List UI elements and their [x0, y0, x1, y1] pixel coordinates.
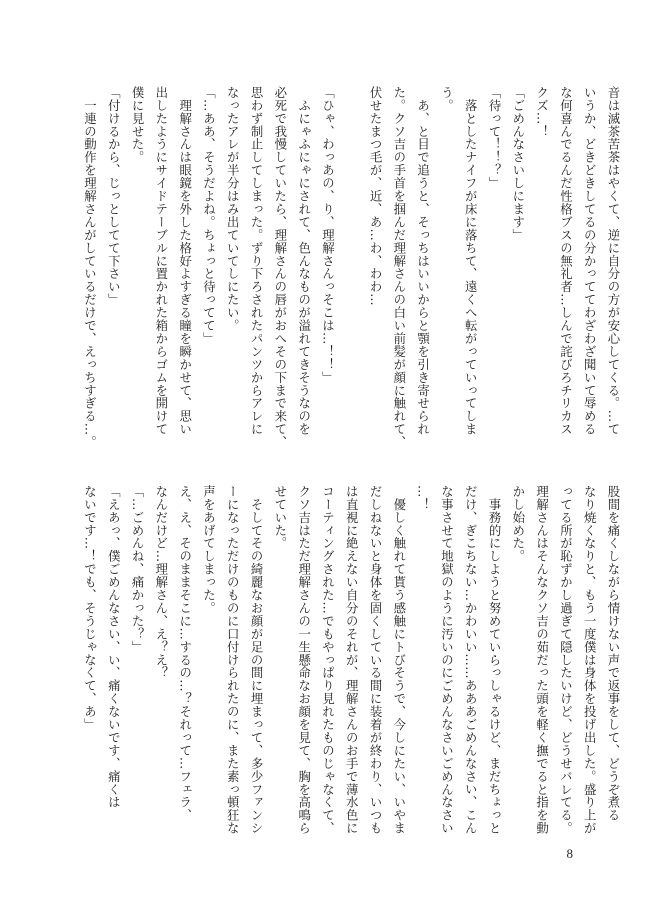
text-line: いうか、どきどきしてるの分かっててわざわざ聞いて辱める [582, 86, 598, 436]
text-line: コーティングされた…でもやっぱり見れたものじゃなくて、 [320, 485, 336, 835]
text-line: 「…ごめんね、痛かった？」 [130, 485, 146, 654]
text-line: な事させて地獄のように汚いのにごめんなさいごめんなさい [439, 485, 455, 835]
text-line: ふにゃふにゃにされて、色んなものが溢れてきそうなのを [296, 86, 312, 436]
text-line: …！ [415, 485, 431, 511]
text-line: ないです…！でも、そうじゃなくて、あ」 [82, 485, 98, 732]
text-line: 理解さんは眼鏡を外した格好よすぎる瞳を瞬かせて、思い [177, 86, 193, 436]
text-line: 声をあげてしまった。 [201, 485, 217, 615]
text-line: クズ…！ [534, 86, 550, 138]
text-line: 「ひゃ、わっあの、り、理解さんっそこは…！！」 [320, 86, 336, 384]
text-block-bottom [82, 485, 625, 861]
text-line: なり焼くなりと、もう一度僕は身体を投げ出した。盛り上が [582, 485, 598, 835]
text-line: 事務的にしようと努めていらっしゃるけど、まだちょっと [487, 485, 503, 835]
text-line: 僕に見せた。 [130, 86, 146, 164]
text-line: た。クソ吉の手首を掴んだ理解さんの白い前髪が顔に触れて、 [391, 86, 407, 449]
text-line: 落としたナイフが床に落ちて、遠くへ転がっていってしま [463, 86, 479, 436]
text-line: ーになっただけのものに口付けられたのに、また素っ頓狂な [225, 485, 241, 835]
text-line: 「えあっ、僕ごめんなさい、い、痛くないです、痛くは [106, 485, 122, 809]
text-line: そしてその綺麗なお顔が足の間に埋まって、多少ファンシ [249, 485, 265, 835]
text-line [339, 86, 363, 462]
text-line: だけ、ぎこちない…かわいい……あああごめんなさい、こん [463, 485, 479, 835]
text-line: 理解さんはそんなクソ吉の茹だった頭を軽く撫でると指を動 [534, 485, 550, 835]
text-line: なんだけど…理解さん、え？え？ [153, 485, 169, 680]
text-line: 股間を痛くしながら情けない声で返事をして、どうぞ煮る [606, 485, 621, 822]
text-line: 音は滅茶苦茶はやくて、逆に自分の方が安心してくる。…て [606, 86, 621, 436]
text-line: 優しく触れて貰う感触にトびそうで、今しにたい、いやま [391, 485, 407, 835]
text-line: え、え、そのままそこに…するの…？それって…フェラ、 [177, 485, 193, 822]
text-line: なったアレが半分はみ出ていてしにたい。 [225, 86, 241, 333]
text-block-top [82, 86, 625, 462]
text-line: あ、と目で追うと、そっちはいいからと顎を引き寄せられ [415, 86, 431, 436]
text-line: 「待って！！？」 [487, 86, 503, 190]
text-line: 出したようにサイドテーブルに置かれた箱からゴムを開けて [153, 86, 169, 436]
text-line: 一連の動作を理解さんがしているだけで、えっちすぎる…。 [82, 86, 98, 449]
text-line: 「…ああ、そうだよね。ちょっと待ってて」 [201, 86, 217, 345]
text-line: 必死で我慢していたら、理解さんの唇がおへその下まで来て、 [272, 86, 288, 449]
text-line: だしねないと身体を固くしている間に装着が終わり、いつも [368, 485, 384, 835]
text-line: な何喜んでるんだ性格ブスの無礼者…しんで詫びろチリカス [558, 86, 574, 436]
page-number: 8 [566, 846, 573, 861]
text-line: ってる所が恥ずかし過ぎて隠したいけど、どうせバレてる。 [558, 485, 574, 835]
text-line: 「付けるから、じっとしてて下さい」 [106, 86, 122, 307]
text-line: せていた。 [272, 485, 288, 550]
text-line: 思わず制止してしまった。ずり下ろされたパンツからアレに [249, 86, 265, 436]
text-line: 「ごめんなさいしにます」 [510, 86, 526, 242]
text-line: は直視に絶えない自分のそれが、理解さんのお手で薄水色に [344, 485, 360, 835]
text-line: う。 [439, 86, 455, 112]
text-line: 伏せたまつ毛が、近、あ…わ、わわ… [368, 86, 384, 307]
text-line: クソ吉はただ理解さんの一生懸命なお顔を見て、胸を高鳴ら [296, 485, 312, 835]
text-line: かし始めた。 [510, 485, 526, 563]
